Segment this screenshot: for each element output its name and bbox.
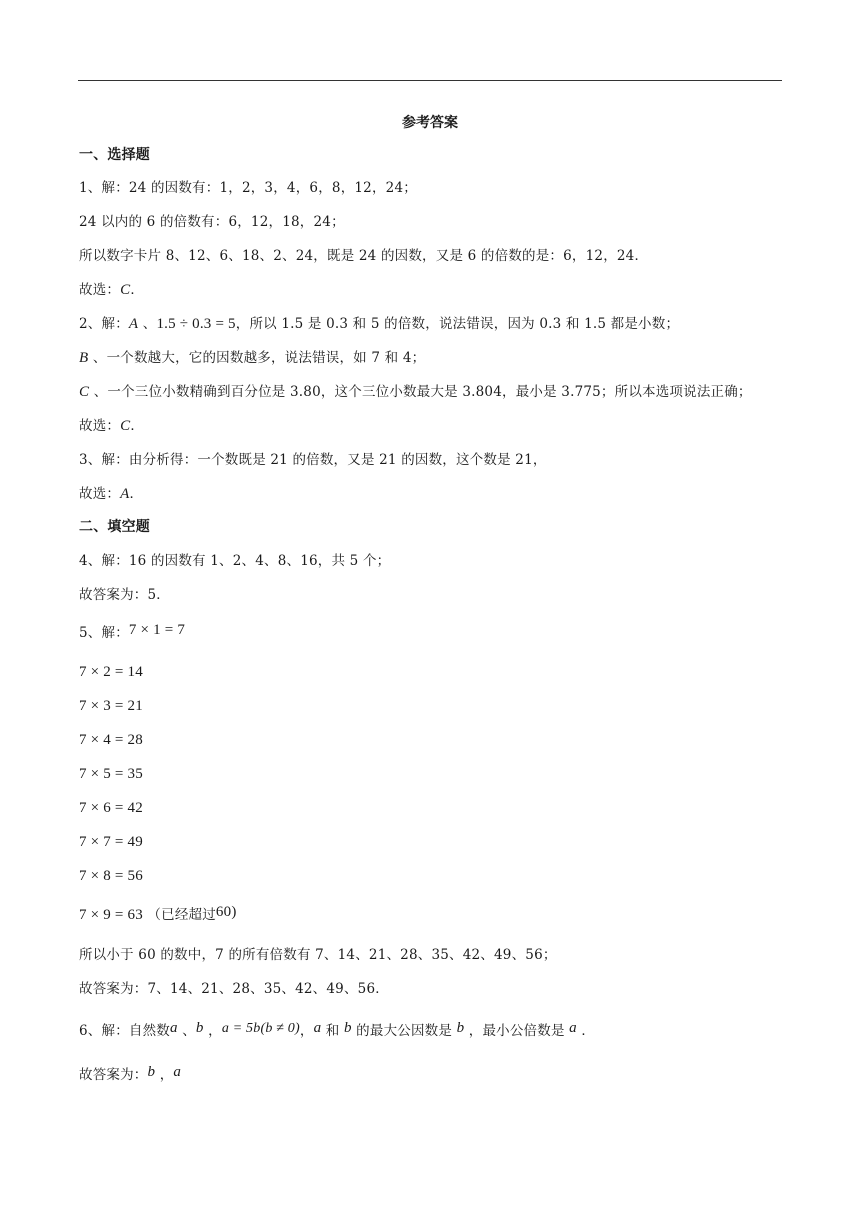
math-variable: A bbox=[128, 316, 139, 332]
math-variable: b bbox=[147, 1064, 156, 1080]
math-equation: 7 × 7 = 49 bbox=[79, 834, 143, 850]
answer-line bbox=[79, 314, 679, 334]
math-equation: 7 × 3 = 21 bbox=[79, 698, 143, 714]
math-equation: a = 5b(b ≠ 0) bbox=[221, 1021, 300, 1036]
math-equation: 1.5 ÷ 0.3 = 5 bbox=[156, 316, 236, 332]
answer-line bbox=[79, 1065, 181, 1085]
math-variable: B bbox=[79, 350, 89, 366]
answer-line bbox=[79, 623, 185, 643]
text-fragment: ． bbox=[576, 1023, 596, 1039]
answer-line: 所以小于 60 的数中，7 的所有倍数有 7、14、21、28、35、42、49、56； bbox=[79, 947, 557, 963]
text-fragment: 的最大公因数是 bbox=[351, 1023, 457, 1039]
text-fragment: ， bbox=[299, 1023, 314, 1039]
text-fragment: 故选： bbox=[79, 418, 121, 434]
math-equation: 7 × 1 = 7 bbox=[128, 622, 186, 638]
math-variable: a bbox=[170, 1020, 178, 1036]
section-heading-choice: 一、选择题 bbox=[79, 147, 150, 163]
answer-line: 故答案为：5． bbox=[79, 587, 170, 603]
math-variable: A bbox=[120, 486, 130, 502]
answer-line bbox=[79, 416, 144, 436]
math-variable: b bbox=[195, 1020, 204, 1036]
text-fragment: 故选： bbox=[79, 486, 121, 502]
text-fragment: （已经超过 bbox=[147, 907, 216, 923]
math-equation: 7 × 8 = 56 bbox=[79, 868, 143, 884]
math-equation: 7 × 5 = 35 bbox=[79, 766, 143, 782]
math-variable: C bbox=[79, 384, 90, 400]
math-variable: a bbox=[569, 1020, 577, 1036]
text-fragment: ． bbox=[129, 486, 144, 502]
answer-line bbox=[79, 280, 144, 300]
answer-line: 故答案为：7、14、21、28、35、42、49、56． bbox=[79, 981, 389, 997]
text-fragment: 、一个数越大，它的因数越多，说法错误，如 7 和 4； bbox=[88, 350, 426, 366]
text-fragment: ， bbox=[155, 1067, 174, 1083]
math-variable: C bbox=[120, 282, 131, 298]
text-fragment: 故答案为： bbox=[79, 1067, 148, 1083]
text-fragment: ，所以 1.5 是 0.3 和 5 的倍数，说法错误，因为 0.3 和 1.5 都是小数； bbox=[235, 316, 680, 332]
answer-line bbox=[79, 1021, 595, 1042]
answer-line bbox=[79, 905, 237, 925]
page-title: 参考答案 bbox=[402, 115, 458, 131]
text-fragment: 2、解： bbox=[79, 316, 129, 332]
header-divider bbox=[78, 80, 782, 81]
answer-line bbox=[79, 382, 752, 402]
math-variable: a bbox=[313, 1020, 322, 1036]
answer-line: 3、解：由分析得：一个数既是 21 的倍数，又是 21 的因数，这个数是 21， bbox=[79, 452, 547, 468]
math-equation: 7 × 9 = 63 bbox=[79, 907, 143, 923]
text-fragment: ，最小公倍数是 bbox=[464, 1023, 570, 1039]
answer-line: 所以数字卡片 8、12、6、18、2、24，既是 24 的因数，又是 6 的倍数的是：6，12，24． bbox=[79, 248, 649, 264]
text-fragment: 6、解：自然数 bbox=[79, 1023, 170, 1039]
math-variable: a bbox=[173, 1064, 182, 1080]
text-fragment: 故选： bbox=[79, 282, 121, 298]
text-fragment: ． bbox=[130, 282, 145, 298]
text-fragment: ． bbox=[130, 418, 145, 434]
math-equation: 7 × 2 = 14 bbox=[79, 664, 143, 680]
text-fragment: ， bbox=[203, 1023, 222, 1039]
math-equation: 7 × 4 = 28 bbox=[79, 732, 143, 748]
text-fragment: 、 bbox=[177, 1023, 196, 1039]
math-number: 60) bbox=[215, 904, 237, 920]
math-variable: C bbox=[120, 418, 131, 434]
math-equation: 7 × 6 = 42 bbox=[79, 800, 143, 816]
text-fragment: 和 bbox=[321, 1023, 344, 1039]
answer-line: 4、解：16 的因数有 1、2、4、8、16，共 5 个； bbox=[79, 553, 391, 569]
answer-line: 1、解：24 的因数有：1，2，3，4，6，8，12，24； bbox=[79, 180, 417, 196]
text-fragment: 、 bbox=[138, 316, 157, 332]
section-heading-fill: 二、填空题 bbox=[79, 519, 150, 535]
math-variable: b bbox=[456, 1020, 465, 1036]
text-fragment: 5、解： bbox=[79, 625, 129, 641]
answer-line: 24 以内的 6 的倍数有：6，12，18，24； bbox=[79, 214, 345, 230]
answer-line bbox=[79, 484, 143, 504]
answer-line bbox=[79, 348, 425, 368]
text-fragment: 、一个三位小数精确到百分位是 3.80，这个三位小数最大是 3.804，最小是 3.775；所以本选项说法正确； bbox=[89, 384, 752, 400]
math-variable: b bbox=[343, 1020, 352, 1036]
